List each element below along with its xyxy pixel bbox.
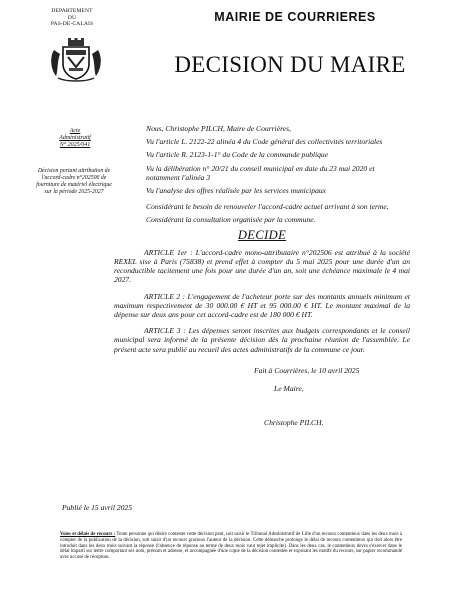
considerant-line: Considérant le besoin de renouveler l'accord-cadre actuel arrivant à son terme,	[146, 202, 389, 212]
publication-date: Publié le 15 avril 2025	[62, 503, 133, 512]
footer-text: Toute personne qui désire contester cette décision peut, soit saisir le Tribunal Administratif de Lille d'un recours contentieux dans les deux mois à compter de la publication de la décision, soit saisir d'un recours gracieux l'auteur de la décision. Cette démarche prolonge le délai de recours contentieux qui doit alors être introduit dans les deux mois suivant la réponse (l'absence de réponse au terme de deux mois vaut rejet implicite). Dans les deux cas, le contentieux devra s'exercer dans le délai imparti sur lettre comportant ses nom, prénom et adresse, et accompagnée d'une copie de la décision contestée et exposant les motifs du recours, sur papier recommandé avec accusé de réception.	[60, 532, 402, 561]
decide-heading: DECIDE	[237, 227, 287, 242]
acte-type: Administratif	[59, 135, 91, 141]
vu-line: Vu l'analyse des offres réalisée par les services municipaux	[146, 186, 327, 196]
decision-body	[114, 124, 410, 427]
place-date: Fait à Courrières, le 10 avril 2025	[254, 365, 360, 375]
department-line: PAS-DE-CALAIS	[50, 21, 94, 28]
article-1: ARTICLE 1er : L'accord-cadre mono-attributaire n°202506 est attribué à la société REXEL sise à Paris (75838) et prend effet à compter du 5 mai 2025 pour une durée d'un an reconductible tacitement une fois pour une durée d'un an, soit une échéance maximale le 4 mai 2027.	[114, 247, 410, 285]
acte-label: Acte	[69, 128, 81, 134]
article-2: ARTICLE 2 : L'engagement de l'acheteur porte sur des montants annuels minimum et maximum respectivement de 30 000.00 € HT et 95 000.00 € HT. Le montant maximal de la dépense sur deux ans pour cet accord-cadre est de 180 000 € HT.	[114, 291, 410, 320]
department-line: DEPARTEMENT	[51, 8, 93, 14]
decision-subject: Décision portant attribution de l'accord-cadre n°202506 de fourniture de matériel électrique sur la période 2025-2027	[36, 168, 112, 195]
article-3: ARTICLE 3 : Les dépenses seront inscrites aux budgets correspondants et le conseil municipal sera informé de la présente décision dès la prochaine réunion de l'assemblée. Le présent acte sera publié au recueil des actes administratifs de la commune ce jour.	[114, 326, 410, 354]
document-title: DECISION DU MAIRE	[174, 52, 406, 77]
mairie-heading: MAIRIE DE COURRIERES	[214, 10, 376, 24]
vu-line: Vu la délibération n° 20/21 du conseil municipal en date du 23 mai 2020 et notamment l'alinéa 3	[146, 163, 375, 182]
vu-line: Vu l'article L. 2122-22 alinéa 4 du Code général des collectivités territoriales	[146, 137, 383, 147]
department-header	[46, 8, 98, 28]
footer-heading: Voies et délais de recours :	[60, 532, 116, 537]
intro-line: Nous, Christophe PILCH, Maire de Courrières,	[146, 124, 291, 133]
acte-info	[44, 128, 106, 149]
department-line: DU	[67, 14, 77, 21]
considerant-line: Considérant la consultation organisée par la commune.	[146, 215, 316, 225]
acte-number: N° 2025/041	[59, 142, 91, 148]
vu-line: Vu l'article R. 2123-1-1° du Code de la commande publique	[146, 150, 329, 160]
town-crest-logo	[48, 36, 104, 82]
signatory-name: Christophe PILCH.	[264, 418, 324, 428]
le-maire-label: Le Maire,	[274, 384, 304, 394]
legal-footer	[60, 532, 402, 561]
